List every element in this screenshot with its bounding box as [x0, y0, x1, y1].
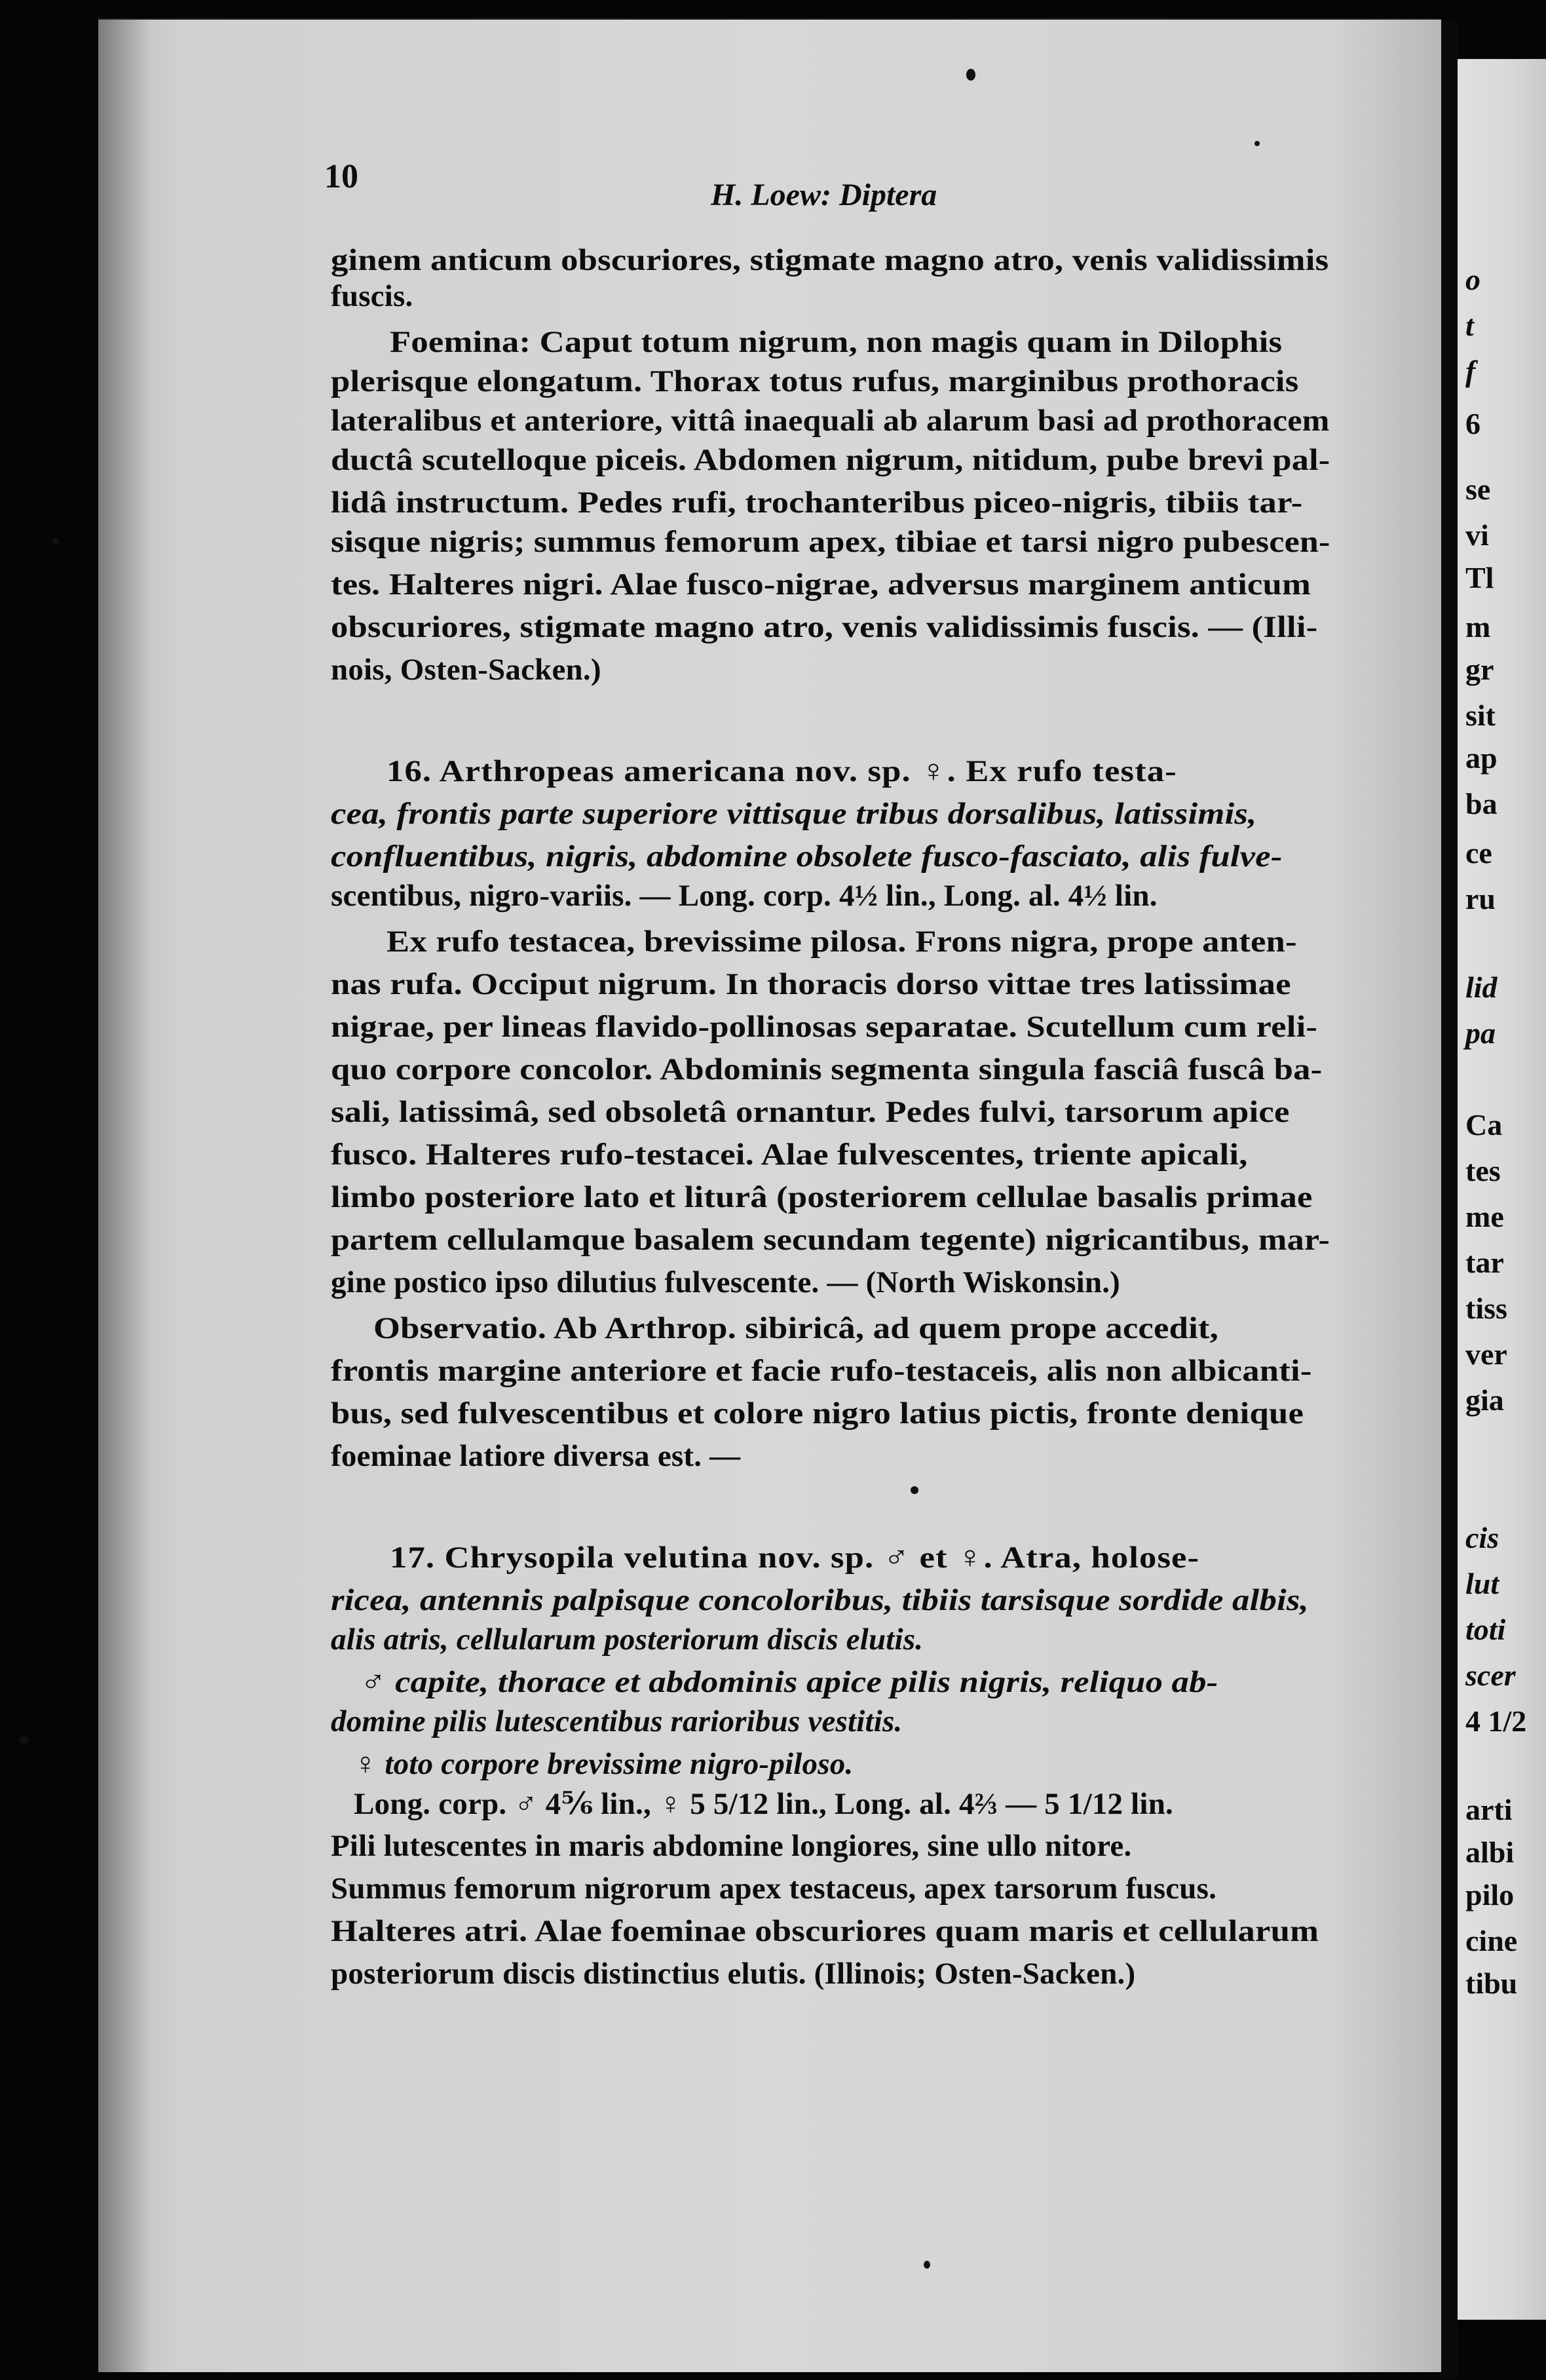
text-line: foeminae latiore diversa est. —	[331, 1439, 741, 1473]
adjacent-page-fragment: ver	[1465, 1337, 1507, 1371]
text-line: ginem anticum obscuriores, stigmate magno atro, venis validissimis	[331, 243, 1329, 277]
text-line: ♂ capite, thorace et abdominis apice pilis nigris, reliquo ab-	[360, 1665, 1218, 1699]
adjacent-page-fragment: ba	[1465, 787, 1498, 820]
adjacent-page-fragment: scer	[1465, 1659, 1516, 1692]
text-line: posteriorum discis distinctius elutis. (Illinois; Osten-Sacken.)	[331, 1957, 1136, 1991]
page-number: 10	[324, 158, 358, 195]
text-line: sali, latissimâ, sed obsoletâ ornantur. Pedes fulvi, tarsorum apice	[331, 1095, 1290, 1129]
text-line: cea, frontis parte superiore vittisque tribus dorsalibus, latissimis,	[331, 797, 1257, 831]
text-line: fusco. Halteres rufo-testacei. Alae fulvescentes, triente apicali,	[331, 1138, 1248, 1172]
adjacent-page-fragment: lid	[1465, 970, 1498, 1004]
adjacent-page-fragment: albi	[1465, 1835, 1515, 1869]
text-line: lidâ instructum. Pedes rufi, trochanteribus piceo-nigris, tibiis tar-	[331, 486, 1303, 520]
adjacent-page-fragment: pilo	[1465, 1878, 1515, 1911]
adjacent-page-fragment: 4 1/2	[1465, 1704, 1527, 1738]
text-line: confluentibus, nigris, abdomine obsolete fusco-fasciato, alis fulve-	[331, 839, 1283, 873]
text-line: bus, sed fulvescentibus et colore nigro latius pictis, fronte denique	[331, 1396, 1304, 1430]
adjacent-page-fragment: me	[1465, 1200, 1504, 1233]
adjacent-page-fragment: gr	[1465, 653, 1494, 686]
adjacent-page-fragment: se	[1465, 472, 1491, 506]
adjacent-page-fragment: toti	[1465, 1613, 1506, 1646]
text-line: tes. Halteres nigri. Alae fusco-nigrae, adversus marginem anticum	[331, 567, 1311, 602]
text-line: domine pilis lutescentibus rarioribus vestitis.	[331, 1704, 903, 1738]
scan-speck	[911, 1486, 918, 1494]
adjacent-page-fragment: Ca	[1465, 1108, 1503, 1142]
text-line: Ex rufo testacea, brevissime pilosa. Frons nigra, prope anten-	[387, 925, 1297, 959]
text-line: sisque nigris; summus femorum apex, tibiae et tarsi nigro pubescen-	[331, 525, 1330, 559]
text-line: quo corpore concolor. Abdominis segmenta singula fasciâ fuscâ ba-	[331, 1052, 1323, 1086]
text-line: 17. Chrysopila velutina nov. sp. ♂ et ♀. Atra, holose-	[390, 1541, 1200, 1575]
adjacent-page-fragment: sit	[1465, 699, 1496, 732]
text-line: plerisque elongatum. Thorax totus rufus, marginibus prothoracis	[331, 364, 1299, 398]
adjacent-page-fragment: cine	[1465, 1924, 1518, 1957]
text-line: alis atris, cellularum posteriorum discis elutis.	[331, 1622, 924, 1657]
text-line: nigrae, per lineas flavido-pollinosas separatae. Scutellum cum reli-	[331, 1010, 1318, 1044]
running-head: H. Loew: Diptera	[711, 178, 937, 212]
adjacent-page-fragment: tar	[1465, 1246, 1504, 1279]
page-gutter	[1441, 20, 1458, 2379]
adjacent-page-fragment: cis	[1465, 1521, 1499, 1554]
text-line: obscuriores, stigmate magno atro, venis validissimis fuscis. — (Illi-	[331, 610, 1318, 644]
text-line: Halteres atri. Alae foeminae obscuriores quam maris et cellularum	[331, 1914, 1319, 1948]
text-line: lateralibus et anteriore, vittâ inaequali ab alarum basi ad prothoracem	[331, 404, 1330, 438]
text-line: scentibus, nigro-variis. — Long. corp. 4½ lin., Long. al. 4½ lin.	[331, 879, 1158, 913]
text-line: Foemina: Caput totum nigrum, non magis quam in Dilophis	[390, 325, 1283, 359]
text-line: 16. Arthropeas americana nov. sp. ♀. Ex rufo testa-	[387, 754, 1177, 788]
text-line: ductâ scutelloque piceis. Abdomen nigrum, nitidum, pube brevi pal-	[331, 443, 1330, 477]
adjacent-page-fragment: 6	[1465, 407, 1480, 440]
adjacent-page-edge	[1458, 59, 1546, 2320]
text-line: ♀ toto corpore brevissime nigro-piloso.	[354, 1747, 854, 1781]
adjacent-page-fragment: ap	[1465, 741, 1498, 775]
adjacent-page-fragment: m	[1465, 610, 1491, 643]
adjacent-page-fragment: tiss	[1465, 1292, 1507, 1325]
scan-speck	[924, 2261, 930, 2269]
page-binding-shadow	[98, 20, 151, 2372]
text-line: Pili lutescentes in maris abdomine longiores, sine ullo nitore.	[331, 1829, 1132, 1863]
adjacent-page-fragment: t	[1465, 309, 1474, 342]
scan-speck	[52, 537, 59, 545]
adjacent-page-fragment: ce	[1465, 836, 1492, 870]
adjacent-page-fragment: gia	[1465, 1383, 1504, 1417]
text-line: Long. corp. ♂ 4⅚ lin., ♀ 5 5/12 lin., Long. al. 4⅔ — 5 1/12 lin.	[354, 1787, 1173, 1821]
text-line: limbo posteriore lato et liturâ (posteriorem cellulae basalis primae	[331, 1180, 1313, 1214]
adjacent-page-fragment: f	[1465, 355, 1476, 388]
text-line: ricea, antennis palpisque concoloribus, tibiis tarsisque sordide albis,	[331, 1583, 1309, 1617]
scan-speck	[966, 69, 975, 81]
adjacent-page-fragment: ru	[1465, 882, 1496, 915]
adjacent-page-fragment: arti	[1465, 1793, 1513, 1826]
scan-speck	[20, 1737, 29, 1744]
scan-speck	[1254, 141, 1260, 146]
adjacent-page-fragment: tibu	[1465, 1967, 1518, 2000]
adjacent-page-fragment: tes	[1465, 1154, 1501, 1187]
text-line: gine postico ipso dilutius fulvescente. — (North Wiskonsin.)	[331, 1265, 1121, 1299]
adjacent-page-fragment: o	[1465, 263, 1480, 296]
text-line: Summus femorum nigrorum apex testaceus, apex tarsorum fuscus.	[331, 1871, 1217, 1906]
text-line: nois, Osten-Sacken.)	[331, 653, 601, 687]
adjacent-page-fragment: vi	[1465, 518, 1489, 552]
adjacent-page-fragment: pa	[1465, 1016, 1496, 1050]
adjacent-page-fragment: lut	[1465, 1567, 1499, 1600]
text-line: nas rufa. Occiput nigrum. In thoracis dorso vittae tres latissimae	[331, 967, 1291, 1001]
text-line: fuscis.	[331, 279, 413, 313]
text-line: frontis margine anteriore et facie rufo-testaceis, alis non albicanti-	[331, 1354, 1312, 1388]
text-line: Observatio. Ab Arthrop. sibiricâ, ad quem prope accedit,	[373, 1311, 1219, 1345]
text-line: partem cellulamque basalem secundam tegente) nigricantibus, mar-	[331, 1223, 1330, 1257]
adjacent-page-fragment: Tl	[1465, 561, 1494, 594]
